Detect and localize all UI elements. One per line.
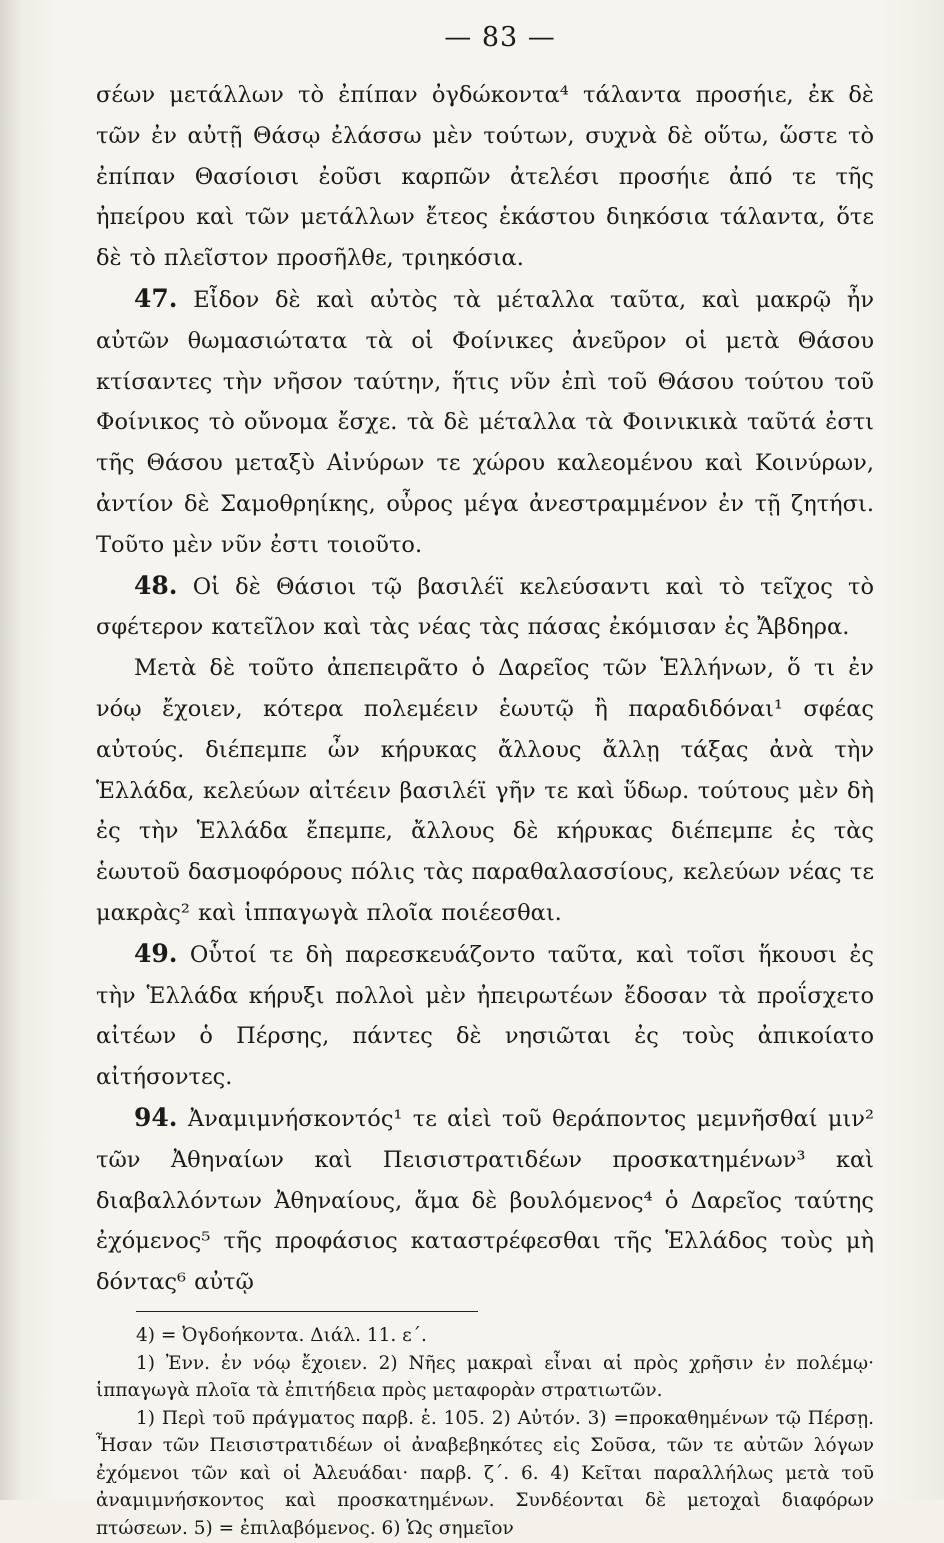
paragraph-47 xyxy=(96,279,874,566)
paragraph-number: 49. xyxy=(134,938,178,968)
paragraph-continued: σέων μετάλλων τὸ ἐπίπαν ὀγδώκοντα⁴ τάλαντα προσήιε, ἐκ δὲ τῶν ἐν αὐτῇ Θάσῳ ἐλάσσω μὲν τούτων, συχνὰ δὲ οὕτω, ὥστε τὸ ἐπίπαν Θασίοισι ἐοῦσι καρπῶν ἀτελέσι προσήιε ἀπό τε τῆς ἠπείρου καὶ τῶν μετάλλων ἔτεος ἑκάστου διηκόσια τάλαντα, ὅτε δὲ τὸ πλεῖστον προσῆλθε, τριηκόσια. xyxy=(96,82,874,272)
paragraph-text: Εἶδον δὲ καὶ αὐτὸς τὰ μέταλλα ταῦτα, καὶ μακρῷ ἦν αὐτῶν θωμασιώτατα τὰ οἱ Φοίνικες ἀνεῦρον οἱ μετὰ Θάσου κτίσαντες τὴν νῆσον ταύτην, ἥτις νῦν ἐπὶ τοῦ Θάσου τούτου τοῦ Φοίνικος τὸ οὔνομα ἔσχε. τὰ δὲ μέταλλα τὰ Φοινικικὰ ταῦτά ἐστι τῆς Θάσου μεταξὺ Αἰνύρων τε χώρου καλεομένου καὶ Κοινύρων, ἀντίον δὲ Σαμοθρηίκης, οὖρος μέγα ἀνεστραμμένον ἐν τῇ ζητήσι. Τοῦτο μὲν νῦν ἐστι τοιοῦτο. xyxy=(96,286,874,558)
footnote-line: 1) Περὶ τοῦ πράγματος παρβ. ἑ. 105. 2) Αὐτόν. 3) =προκαθημένων τῷ Πέρσῃ. Ἦσαν τῶν Πεισιστρατιδέων οἱ ἀναβεβηκότες εἰς Σοῦσα, τῶν τε αὐτῶν λόγων ἐχόμενοι τῶν καὶ οἱ Ἀλευάδαι· παρβ. ζ΄. 6. 4) Κεῖται παραλλήλως μετὰ τοῦ ἀναμιμνήσκοντος καὶ προσκατημένων. Συνδέονται δὲ μετοχαὶ διαφόρων πτώσεων. 5) = ἐπιλαβόμενος. 6) Ὡς σημεῖον xyxy=(96,1407,874,1540)
paragraph-text: Ἀναμιμνήσκοντός¹ τε αἰεὶ τοῦ θεράποντος μεμνῆσθαί μιν² τῶν Ἀθηναίων καὶ Πεισιστρατιδέων προσκατημένων³ καὶ διαβαλλόντων Ἀθηναίους, ἅμα δὲ βουλόμενος⁴ ὁ Δαρεῖος ταύτης ἐχόμενος⁵ τῆς προφάσιος καταστρέφεσθαι τῆς Ἑλλάδος τοὺς μὴ δόντας⁶ αὐτῷ xyxy=(96,1105,874,1296)
paragraph-number: 48. xyxy=(134,570,178,600)
main-text xyxy=(96,75,874,1303)
paragraph-number: 94. xyxy=(134,1102,178,1132)
footnote-divider xyxy=(136,1311,478,1312)
paragraph-94 xyxy=(96,1098,874,1303)
page-number: — 83 — xyxy=(444,22,556,53)
footnotes xyxy=(96,1322,874,1543)
paragraph-number: 47. xyxy=(134,283,178,313)
paragraph-48-continued: Μετὰ δὲ τοῦτο ἀπεπειρᾶτο ὁ Δαρεῖος τῶν Ἑλλήνων, ὅ τι ἐν νόῳ ἔχοιεν, κότερα πολεμέειν ἑωυτῷ ἢ παραδιδόναι¹ σφέας αὐτούς. διέπεμπε ὦν κήρυκας ἄλλους ἄλλῃ τάξας ἀνὰ τὴν Ἑλλάδα, κελεύων αἰτέειν βασιλέϊ γῆν τε καὶ ὕδωρ. τούτους μὲν δὴ ἐς τὴν Ἑλλάδα ἔπεμπε, ἄλλους δὲ κήρυκας διέπεμπε ἐς τὰς ἑωυτοῦ δασμοφόρους πόλις τὰς παραθαλασσίους, κελεύων νέας τε μακρὰς² καὶ ἱππαγωγὰ πλοῖα ποιέεσθαι. xyxy=(96,655,874,926)
footnote-line: 4) = Ὀγδοήκοντα. Διάλ. 11. ε΄. xyxy=(136,1324,427,1346)
footnote-line: 1) Ἐνν. ἐν νόῳ ἔχοιεν. 2) Νῆες μακραὶ εἶναι αἱ πρὸς χρῆσιν ἐν πολέμῳ· ἱππαγωγὰ πλοῖα τὰ ἐπιτήδεια πρὸς μεταφορὰν στρατιωτῶν. xyxy=(96,1352,874,1402)
paragraph-49 xyxy=(96,934,874,1098)
paragraph-text: Οἱ δὲ Θάσιοι τῷ βασιλέϊ κελεύσαντι καὶ τὸ τεῖχος τὸ σφέτερον κατεῖλον καὶ τὰς νέας τὰς πάσας ἐκόμισαν ἐς Ἄβδηρα. xyxy=(96,573,875,641)
paragraph-48 xyxy=(96,566,874,649)
paragraph-text: Οὗτοί τε δὴ παρεσκευάζοντο ταῦτα, καὶ τοῖσι ἥκουσι ἐς τὴν Ἑλλάδα κήρυξι πολλοὶ μὲν ἠπειρωτέων ἔδοσαν τὰ προΐσχετο αἰτέων ὁ Πέρσης, πάντες δὲ νησιῶται ἐς τοὺς ἀπικοίατο αἰτήσοντες. xyxy=(96,941,875,1091)
